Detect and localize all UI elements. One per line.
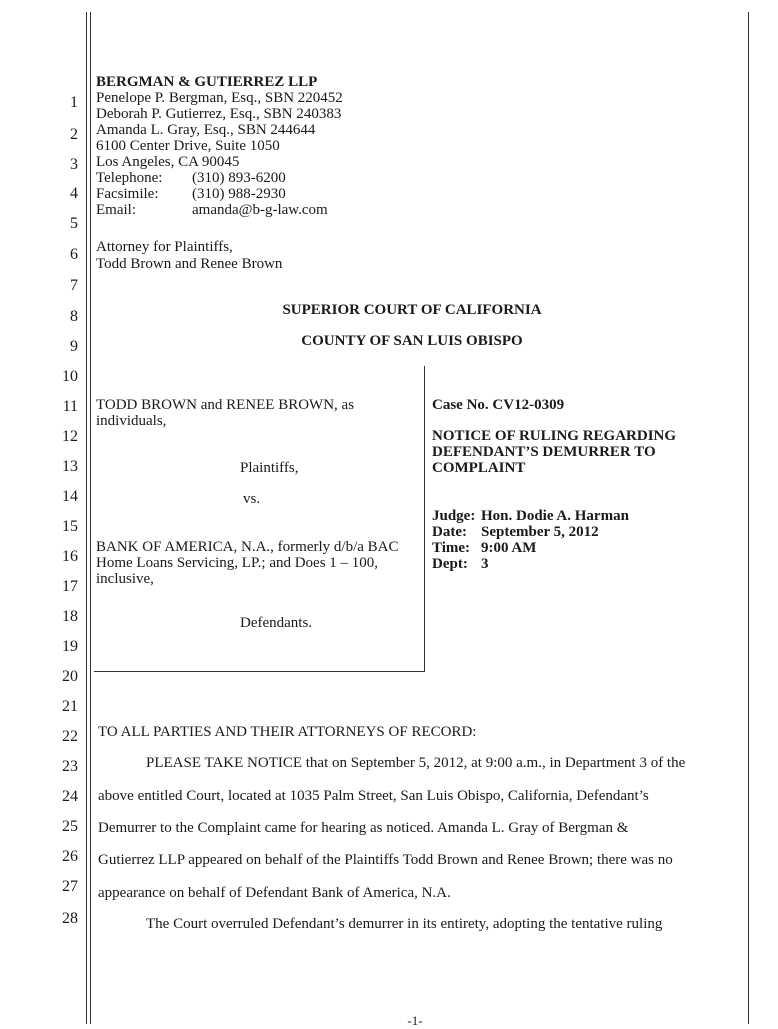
line-number: 13 xyxy=(62,458,78,475)
line-number: 20 xyxy=(62,668,78,685)
line-number: 23 xyxy=(62,758,78,775)
facsimile-label: Facsimile: xyxy=(96,186,159,202)
line-number: 16 xyxy=(62,548,78,565)
clients: Todd Brown and Renee Brown xyxy=(96,256,283,272)
time-line xyxy=(432,540,536,556)
attorney-line: Deborah P. Gutierrez, Esq., SBN 240383 xyxy=(96,106,342,122)
versus: vs. xyxy=(243,491,261,507)
line-number: 6 xyxy=(70,246,78,263)
line-number: 19 xyxy=(62,638,78,655)
facsimile-line xyxy=(96,186,286,202)
line-number: 26 xyxy=(62,848,78,865)
email-line xyxy=(96,202,328,218)
email-label: Email: xyxy=(96,202,136,218)
attorney-line: Los Angeles, CA 90045 xyxy=(96,154,240,170)
telephone-label: Telephone: xyxy=(96,170,163,186)
facsimile-value: (310) 988-2930 xyxy=(192,186,286,202)
document-title: NOTICE OF RULING REGARDING xyxy=(432,428,677,444)
line-number: 28 xyxy=(62,910,78,927)
plaintiffs-label: Plaintiffs, xyxy=(240,460,299,476)
dept-value: 3 xyxy=(481,556,489,572)
court-county: COUNTY OF SAN LUIS OBISPO xyxy=(301,333,523,349)
judge-line xyxy=(432,508,629,524)
salutation: TO ALL PARTIES AND THEIR ATTORNEYS OF RECORD: xyxy=(98,724,477,740)
line-number: 1 xyxy=(70,94,78,111)
page-number: -1- xyxy=(407,1013,423,1028)
line-number: 22 xyxy=(62,728,78,745)
line-number: 8 xyxy=(70,308,78,325)
left-margin-rule-inner xyxy=(90,12,91,1024)
line-number: 3 xyxy=(70,156,78,173)
line-number: 2 xyxy=(70,126,78,143)
date-label: Date: xyxy=(432,524,467,540)
telephone-value: (310) 893-6200 xyxy=(192,170,286,186)
dept-label: Dept: xyxy=(432,556,468,572)
body-line: Gutierrez LLP appeared on behalf of the Plaintiffs Todd Brown and Renee Brown; there was no xyxy=(98,852,673,868)
judge-value: Hon. Dodie A. Harman xyxy=(481,508,629,524)
body-line: appearance on behalf of Defendant Bank of America, N.A. xyxy=(98,885,451,901)
caption-horizontal-rule xyxy=(94,671,425,672)
plaintiffs-line: individuals, xyxy=(96,413,167,429)
line-number: 9 xyxy=(70,338,78,355)
line-number: 12 xyxy=(62,428,78,445)
line-number: 15 xyxy=(62,518,78,535)
right-margin-rule xyxy=(748,12,749,1024)
line-number: 27 xyxy=(62,878,78,895)
telephone-line xyxy=(96,170,286,186)
left-margin-rule-outer xyxy=(86,12,87,1024)
line-number: 10 xyxy=(62,368,78,385)
time-label: Time: xyxy=(432,540,471,556)
caption-vertical-rule xyxy=(424,366,425,672)
email-value: amanda@b-g-law.com xyxy=(192,202,328,218)
attorney-line: Penelope P. Bergman, Esq., SBN 220452 xyxy=(96,90,343,106)
document-title: COMPLAINT xyxy=(432,460,526,476)
line-number: 25 xyxy=(62,818,78,835)
line-number: 4 xyxy=(70,185,78,202)
line-number: 17 xyxy=(62,578,78,595)
body-line: PLEASE TAKE NOTICE that on September 5, 2012, at 9:00 a.m., in Department 3 of the xyxy=(146,755,686,771)
line-number: 7 xyxy=(70,277,78,294)
firm-name: BERGMAN & GUTIERREZ LLP xyxy=(96,74,318,90)
body-line: above entitled Court, located at 1035 Palm Street, San Luis Obispo, California, Defendant’s xyxy=(98,788,649,804)
defendant-line: BANK OF AMERICA, N.A., formerly d/b/a BAC xyxy=(96,539,399,555)
attorney-line: 6100 Center Drive, Suite 1050 xyxy=(96,138,280,154)
line-number: 24 xyxy=(62,788,78,805)
defendant-line: Home Loans Servicing, LP.; and Does 1 – 100, xyxy=(96,555,379,571)
line-number: 14 xyxy=(62,488,78,505)
case-number: Case No. CV12-0309 xyxy=(432,397,565,413)
line-number: 5 xyxy=(70,215,78,232)
date-value: September 5, 2012 xyxy=(481,524,599,540)
date-line xyxy=(432,524,599,540)
defendant-line: inclusive, xyxy=(96,571,154,587)
line-number: 18 xyxy=(62,608,78,625)
line-number: 21 xyxy=(62,698,78,715)
time-value: 9:00 AM xyxy=(481,540,537,556)
body-line: Demurrer to the Complaint came for hearing as noticed. Amanda L. Gray of Bergman & xyxy=(98,820,629,836)
plaintiffs-line: TODD BROWN and RENEE BROWN, as xyxy=(96,397,355,413)
document-title: DEFENDANT’S DEMURRER TO xyxy=(432,444,656,460)
line-number: 11 xyxy=(62,398,78,415)
court-name: SUPERIOR COURT OF CALIFORNIA xyxy=(282,302,542,318)
judge-label: Judge: xyxy=(432,508,476,524)
attorney-line: Amanda L. Gray, Esq., SBN 244644 xyxy=(96,122,316,138)
defendants-label: Defendants. xyxy=(240,615,313,631)
body-line: The Court overruled Defendant’s demurrer in its entirety, adopting the tentative ruling xyxy=(146,916,663,932)
attorney-for: Attorney for Plaintiffs, xyxy=(96,239,233,255)
dept-line xyxy=(432,556,489,572)
